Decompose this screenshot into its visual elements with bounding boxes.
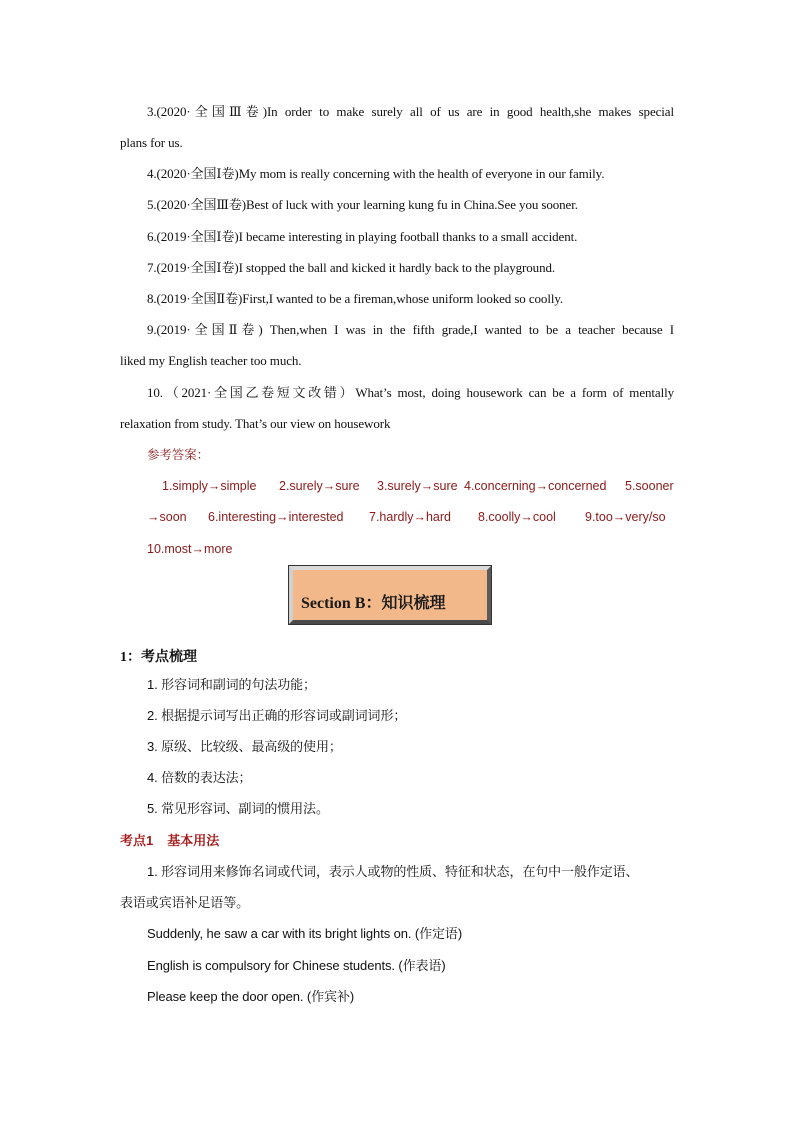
answer-item: 6.interesting→interested: [208, 510, 344, 524]
example-sentence: Please keep the door open. (作宾补): [147, 989, 355, 1004]
kaodian-title: 基本用法: [167, 833, 220, 848]
kaodian-heading: [120, 832, 219, 850]
exercise-6: 6.(2019·全国Ⅰ卷)I became interesting in playing football thanks to a small accident.: [147, 229, 578, 244]
example-sentence: English is compulsory for Chinese students. (作表语): [147, 958, 446, 973]
answer-item: 3.surely→sure: [377, 479, 458, 493]
answer-item: 10.most→more: [147, 542, 233, 556]
exercise-10-line-1: 10.（2021·全国乙卷短文改错）What’s most, doing housework can be a form of mentally: [147, 385, 674, 400]
answer-label: 参考答案：: [147, 448, 210, 462]
answer-item: 5.sooner: [625, 479, 674, 493]
section-title: Section B：知识梳理: [301, 595, 446, 612]
answer-item: 7.hardly→hard: [369, 510, 451, 524]
outline-item: 3. 原级、比较级、最高级的使用；: [147, 739, 342, 754]
outline-item: 1. 形容词和副词的句法功能；: [147, 677, 316, 692]
exercise-10-line-2: relaxation from study. That’s our view on housework: [120, 416, 391, 431]
answer-item: 8.coolly→cool: [478, 510, 556, 524]
exercise-5: 5.(2020·全国Ⅲ卷)Best of luck with your learning kung fu in China.See you sooner.: [147, 197, 578, 212]
explanation-line-1: 1. 形容词用来修饰名词或代词，表示人或物的性质、特征和状态，在句中一般作定语、: [147, 864, 639, 879]
exercise-3-line-2: plans for us.: [120, 135, 183, 150]
answer-item: 2.surely→sure: [279, 479, 360, 493]
outline-item: 4. 倍数的表达法；: [147, 770, 252, 785]
exercise-9-line-1: 9.(2019·全国Ⅱ卷) Then,when I was in the fifth grade,I wanted to be a teacher because I: [147, 322, 674, 337]
section-b-banner: [289, 566, 491, 624]
exercise-4: 4.(2020·全国Ⅰ卷)My mom is really concerning with the health of everyone in our family.: [147, 166, 605, 181]
answer-item: 9.too→very/so: [585, 510, 666, 524]
explanation-line-2: 表语或宾语补足语等。: [120, 895, 250, 910]
example-sentence: Suddenly, he saw a car with its bright lights on. (作定语): [147, 926, 463, 941]
exercise-9-line-2: liked my English teacher too much.: [120, 353, 302, 368]
outline-item: 5. 常见形容词、副词的惯用法。: [147, 801, 329, 816]
answer-item: 1.simply→simple: [162, 479, 257, 493]
outline-item: 2. 根据提示词写出正确的形容词或副词词形；: [147, 708, 407, 723]
kaodian-number: 考点1: [120, 833, 154, 848]
exercise-8: 8.(2019·全国Ⅱ卷)First,I wanted to be a fireman,whose uniform looked so coolly.: [147, 291, 564, 306]
exercise-3-line-1: 3.(2020·全国Ⅲ卷)In order to make surely all of us are in good health,she makes special: [147, 104, 674, 119]
outline-heading: 1：考点梳理: [120, 650, 197, 665]
exercise-7: 7.(2019·全国Ⅰ卷)I stopped the ball and kicked it hardly back to the playground.: [147, 260, 556, 275]
answer-item: →soon: [147, 510, 187, 524]
answer-item: 4.concerning→concerned: [464, 479, 607, 493]
